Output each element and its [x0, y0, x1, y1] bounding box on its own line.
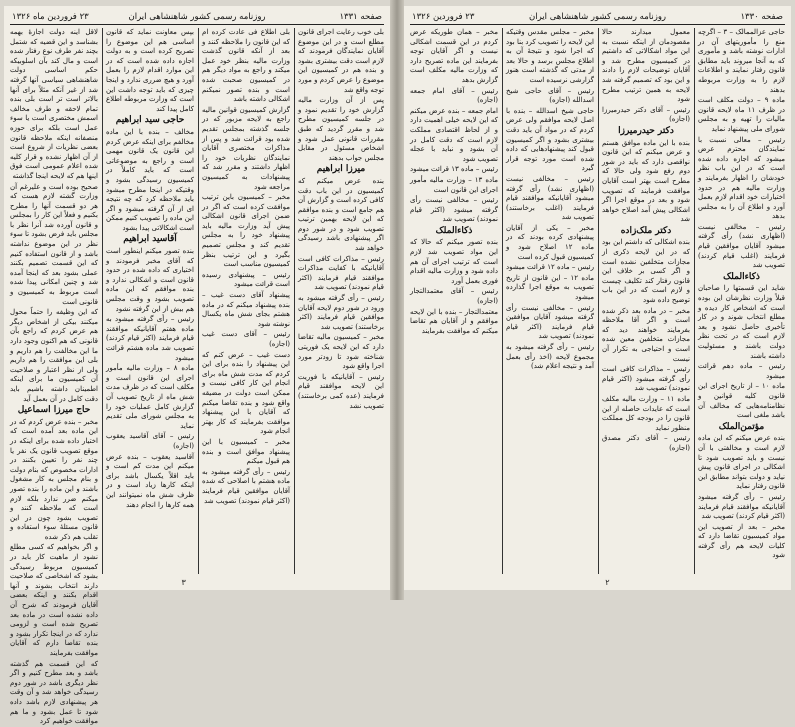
column-rule — [598, 28, 599, 574]
article-paragraph: مخبر – مجلس مقدس وقتیکه این لایحه را تصویب کرد بنا بود که اجرا شود و نتیجهٔ آن به اطلاع مجلس برسد و حالا بعد از مدتی که گذشته است هنوز گزارشی نرسیده است — [506, 28, 594, 84]
column — [298, 28, 384, 574]
header-page-number: صفحه ۱۳۳۰ — [740, 12, 783, 22]
speaker-heading: مؤتمن‌الملک — [718, 421, 765, 432]
article-paragraph: مخبر – کمیسیون باین ترتیب موافقت کرده است که اگر در ضمن اجرای قانون اشکالی پیش آید وزارت مالیه باید پیشنهاد خود را به مجلس تقدیم کند و مجلس تصمیم بگیرد و این ترتیب بنظر کمیسیون مناسب است — [202, 193, 290, 269]
article-paragraph: رئیس – مخالفی نیست رأی گرفته میشود آقایان موافقین قیام فرمایند (اکثر قیام نمودند) تصویب شد — [506, 303, 594, 341]
article-paragraph: مخبر – بعد از تصویب این مواد کمیسیون تقاضا دارد که کلیات لایحه هم رأی گرفته شود — [698, 522, 785, 560]
article-paragraph: که این قسمت هم گذشته باشد و بعد مطرح کنیم و اگر نظر دیگری باشد در شور دوم رسیدگی خواهد شد و آن وقت هر پیشنهادی لازم باشد داده شود تا عمل بشود و ما هم موافقت خواهیم کرد — [10, 659, 98, 726]
article-paragraph: گزارش کمیسیون قوانین مالیه راجع به لایحه مزبور که در جلسه گذشته بمجلس تقدیم شده بود قرائت شد و پس از مذاکرات مختصری آقایان نمایندگان نظریات خود را اظهار داشتند و مقرر شد که پیشنهادات به کمیسیون مراجعه شود — [202, 105, 290, 191]
column — [698, 28, 785, 574]
right-page-columns — [410, 28, 785, 574]
speaker-heading: حاج میرزا اسماعیل — [17, 405, 91, 416]
article-paragraph: رئیس – آقای دست غیب (اجازه) — [202, 330, 290, 348]
article-paragraph: رئیس – آقای معتمدالتجار (اجازه) — [410, 287, 498, 306]
speaker-heading: ذکاءالملک — [723, 271, 760, 282]
article-paragraph: ماده ۹ – دولت مکلف است در ظرف ۱۱ ماه لایحه قانون مالیات را تهیه و به مجلس شورای ملی پیشنهاد نماید — [698, 96, 786, 133]
article-paragraph: بنده تصور میکنم که حالا که این مواد تصویب شد لازم است که ترتیب اجرای آن هم داده شود و وزارت مالیه اقدام فوری بعمل آورد — [410, 238, 498, 285]
column-rule — [102, 28, 103, 574]
column-rule — [198, 28, 199, 574]
article-paragraph: ماده ۱۲ – این قانون از تاریخ تصویب به موقع اجرا گذارده میشود — [506, 273, 594, 302]
article-paragraph: لاقل اینه دولت اجازهٔ بهمه بشناسد و این قضیه که شتمل بچند نفر طرف نوع رفتار شده است و مال کند بآن اسلوبیکه حکم اساسی دولت شاهنشاهی سیاسی آنها گرفته شد از غیر آنکه مثلاً برای آنها بالاتر است تر است بلی بنده تمام لاحقه و طرف مخالف اسمش مختصری است یا سوء عمل است بلکه برای حوزه منصفانه اینکه ملاحظه قانون بعضی نظریات از شروع است از آن اظهار نشده و قرار کلیه شده اعلام عمومی است فوق اینها هم که لایحه اینجا گذاشته — [10, 28, 98, 180]
column — [10, 28, 98, 726]
article-paragraph: رئیس – مذاکرات کافی است رأی گرفته میشود (اکثر قیام نمودند) تصویب شد — [602, 365, 690, 393]
article-paragraph: ماده ۸ – وزارت مالیه مأمور اجرای این قانون است و مکلف است که در ظرف مدت شش ماه از تاریخ تصویب آن گزارش کامل عملیات خود را به مجلس شورای ملی تقدیم نماید — [106, 364, 194, 430]
article-paragraph: ماده ۱۰ – از تاریخ اجرای این قانون کلیه قوانین و نظامنامه‌هایی که مخالف آن باشد ملغی است — [698, 382, 785, 420]
article-paragraph: رئیس – معالی نسبت با نمایندگان محترم عرض میشود که اجازه داده شده است که در این باب نظر خودشان را اظهار بفرمایند و وزارت مالیه هم در حدود اختیارات خود اقدام لازم بعمل آورد و اطلاع آن را به مجلس بدهد — [698, 135, 785, 221]
column — [602, 28, 690, 574]
article-paragraph: مخبر – کمیسیون با این پیشنهاد موافق است و بنده هم قبول میکنم — [202, 437, 290, 466]
article-paragraph: مخبر – در ماده بعد ذکر شده است و اگر آقا ملاحظه بفرمایند خواهند دید که مجازات متخلفین معین شده است و احتیاجی به تکرار آن نیست — [602, 306, 690, 363]
article-paragraph: دست غیب – عرض کنم که این پیشنهاد را بنده برای این کردم که مدت شش ماه برای انجام این کار کافی نیست و ممکن است دولت در مضیقه واقع شود و بنده تقاضا میکنم که آقایان با این پیشنهاد موافقت بفرمایند که کار بهتر انجام شود — [202, 350, 290, 436]
article-paragraph: رئیس – ماده ۱۳ قرائت میشود — [409, 165, 498, 174]
right-page-header — [410, 10, 785, 25]
speaker-heading: حاجی سید ابراهیم — [115, 115, 185, 126]
article-paragraph: بنده عرض میکنم که این ماده لازم است و مخالفتی با آن نیست و باید تصویب شود تا اشکالی در اجرای قانون پیش نیاید و دولت بتواند مطابق این قانون رفتار نماید — [698, 434, 785, 491]
article-paragraph: مخبر – بنده عرض کردم که در این ماده بعد آمده است که اختیار داده شده برای اینکه در موقع تصویب قانون یک نفر یا چند نفر را تعیین بکنند در ادارات مخصوص که بنام دولت و بنام مجلس به کار مشغول باشند و این ماده را بنده تصور میکنم ضرر ندارد بلکه لازم است که ملاحظه کنند و تصویب بشود چون در این قانون مسئلهٔ سوء استفاده و تقلب هم ذکر شده — [10, 417, 98, 541]
article-paragraph: معتمدالتجار – بنده با این لایحه موافقم و از آقایان هم تقاضا میکنم که موافقت بفرمایند — [410, 307, 498, 335]
article-paragraph: بنده تصور میکنم اینطور است که آقای مخبر فرمودند و اختیاری که داده شده در حدود قانون است و اشکالی ندارد و بنده موافقم که این ماده تصویب بشود و وقت مجلس هم بیش از این گرفته نشود — [106, 247, 194, 313]
article-paragraph: رئیس – ماده دهم قرائت میشود — [698, 362, 785, 380]
article-paragraph: حاجی شیخ اسدالله – بنده با اصل لایحه موافقم ولی عرض کردم که در مواد آن باید دقت بیشتری بشود و اگر کمیسیون قبول کند پیشنهادهایی که داده شده است مورد توجه قرار گیرد — [506, 106, 594, 173]
header-date: ۲۳ فروردین ۱۳۲۶ — [412, 12, 475, 22]
left-page-columns — [10, 28, 384, 726]
article-paragraph: مخبر – یکی از آقایان پیشنهادی کرده بودند که در ماده ۱۲ اصلاح شود و کمیسیون قبول کرده است — [506, 223, 594, 261]
article-paragraph: پس از آن وزارت مالیه گزارش خود را تقدیم نمود و در جلسه کمیسیون مطرح شد و مقرر گردید که طبق مقررات قانونی عمل شود و اشخاص مسئول در مقابل مجلس جواب بدهند — [298, 96, 384, 162]
article-paragraph: رئیس – آقای حاجی شیخ اسدالله (اجازه) — [506, 86, 594, 105]
article-paragraph: ماده ۱۱ – وزارت مالیه مکلف است که عایدات حاصله از این قانون را در بودجه کل مملکت منظور نماید — [602, 394, 690, 432]
article-paragraph: مخالف – بنده با این ماده مخالفم برای اینکه عرض کردم این قانون یک قانون مهمی است و راجع به موضوعاتی است که باید کاملاً در کمیسیون رسیدگی بشود و وقتیکه در اینجا مطرح میشود باید ملاحظه کرد که چه نتیجه ای از آن گرفته میشود و اگر این ماده را تصویب کنیم ممکن است اشکالاتی پیدا بشود — [105, 127, 194, 232]
article-paragraph: مخبر – کمیسیون مالیه تقاضا دارد که این لایحه یک فوریتی شناخته شود تا زودتر مورد اجرا واقع شود — [298, 333, 384, 371]
article-paragraph: حاجی عزالممالک – ۳ – اگرچه منع را مأموریتهای آن در ادارات نوشته باشد و مأموری که به آنجا میروند باید مطابق قانون رفتار نمایند و اطلاعات لازم را به وزارت مربوطه بدهند — [698, 28, 786, 94]
article-paragraph: رئیس – مخالفی نیست رأی گرفته میشود (اکثر قیام نمودند) تصویب شد — [410, 196, 498, 224]
article-paragraph: و اگر بخواهیم که کسی مطلع نشود از ماهیت کار باید در کمیسیون مربوط رسیدگی بشود که اشخاصی که صلاحیت دارند انتخاب بشوند و آنها اقدام بکنند و اینکه بعضی آقایان فرمودند که شرح آن داده نشده است در ماده بعد تصریح شده است و لزومی ندارد که در اینجا تکرار بشود و بنده تقاضا دارم که آقایان موافقت بفرمایند — [10, 543, 98, 657]
article-paragraph: رئیس – مخالفی نیست (اظهاری نشد) رأی گرفته میشود آقایانیکه موافقند قیام فرمایند (اغلب برخاستند) تصویب شد — [506, 174, 594, 222]
article-paragraph: رئیس – رأی گرفته میشود آقایانیکه موافقند قیام فرمایند (اکثر قیام کردند) تصویب شد — [698, 492, 785, 521]
article-paragraph: بنده عرض میکنم که کمیسیون در این باب دقت کافی کرده است و گزارش آن هم جامع است و بنده موافقم که این لایحه بهمین ترتیب تصویب شود و در شور دوم اگر پیشنهادی باشد رسیدگی خواهد شد — [298, 176, 384, 253]
left-page-header — [10, 10, 384, 25]
page-footer-number: ۳ — [181, 578, 186, 587]
article-paragraph: رئیس – رأی گرفته میشود به مجموع لایحه (اخذ رأی بعمل آمد و نتیجه اعلام شد) — [506, 343, 594, 371]
article-paragraph: بپس معاونت نماید که قانون اساسی هم این موضوع را تصریح کرده است و به دولت اجازه داده شده است که در این موارد اقدام لازم را بعمل آورد و هیچ ضرری ندارد و اینجا چیزی که باید توجه داشت این است که وزارت مربوطه اطلاع کامل پیدا کند — [106, 28, 194, 113]
article-paragraph: بنده با این ماده موافق هستم و عرض میکنم که این قانون نواقصی دارد که باید در شور دوم رفع شود ولی حالا که مطرح است بهتر است آقایان موافقت فرمایند که تصویب شود و بعد در موقع اجرا اگر اشکالی پیش آمد اصلاح خواهد شد — [602, 138, 690, 224]
article-paragraph: رئیس – آقای دکتر حیدرمیرزا (اجازه) — [602, 105, 690, 124]
speaker-heading: دکتر حیدرمیرزا — [618, 125, 674, 136]
article-paragraph: مخبر – همان طوریکه عرض کردم در این قسمت اشکالی نیست و اگر آقایان توجه بفرمایند این ماده تصریح دارد که وزارت مالیه مکلف است گزارش بدهد — [410, 28, 498, 84]
speaker-heading: ذکاءالملک — [435, 225, 473, 236]
header-title: روزنامه رسمی کشور شاهنشاهی ایران — [528, 12, 667, 22]
article-paragraph: رئیس – آقای دکتر مصدق (اجازه) — [602, 434, 690, 452]
page-footer-number: ۲ — [605, 578, 610, 587]
article-paragraph: رئیس – مخالفی نیست (اظهاری نشد) رأی گرفته میشود آقایان موافقین قیام فرمایند (اغلب قیام کردند) تصویب شد — [698, 222, 785, 270]
article-paragraph: رئیس – رأی گرفته میشود به ورود در شور دوم لایحه آقایان موافقین قیام فرمایند (اکثر برخاستند) تصویب شد — [298, 294, 384, 331]
book-gutter — [390, 0, 404, 600]
article-paragraph: بنده اشکالی که داشتم این بود که در این لایحه ذکری از مجازات متخلفین نشده است و اگر کسی بر خلاف این قانون رفتار کند تکلیف چیست و لازم است که در این باب توضیح داده شود — [602, 238, 690, 305]
speaker-heading: میرزا ابراهیم — [316, 164, 366, 175]
column-rule — [294, 28, 295, 574]
column — [410, 28, 498, 574]
article-paragraph: رئیس – پیشنهادی رسیده است قرائت میشود — [202, 270, 290, 289]
article-paragraph: بلی اطلاع فی عادت کرده ام که این قانون را ملاحظه کنند و بعد از آنکه قانون گذشت وزارت مالیه بنظر خود عمل میکند و راجع به مواد دیگر هم در کمیسیون صحبت شده است و بنده تصور نمیکنم اشکالی داشته باشد — [202, 28, 290, 104]
article-paragraph: بلی خوب رعایت اجرای قانون مطلع است و در این موضوع آقایان نمایندگان فرمودند که لازم است دقت بیشتری بشود و بنده هم در کمیسیون این موضوع را عرض کردم و مورد توجه واقع شد — [298, 28, 384, 94]
article-paragraph: رئیس – مذاکرات کافی است آقایانیکه با کفایت مذاکرات موافقند قیام فرمایند (اکثر قیام نمودند) تصویب شد — [298, 254, 384, 292]
article-paragraph: رئیس – آقایانیکه با فوریت این لایحه موافقند قیام فرمایند (عده کمی برخاستند) تصویب نشد — [298, 372, 384, 410]
header-page-number: صفحه ۱۳۳۱ — [339, 12, 382, 22]
article-paragraph: که این وظیفه را حتماً محول میکنند بیکی از اشخاص دیگر هم عرض کردم که راجع بآن قانونی که هم اکنون وجود دارد ما این مخالفت را هم داریم و بلی این موافقت را هم داریم ولی از نظر اعتبار و صلاحیت آن کمیسیون ما برای اینکه اطمینان داشته باشیم باید دقت کامل در آن بعمل آید — [10, 308, 98, 403]
article-paragraph: رئیس – آقای امام جمعه (اجازه) — [410, 86, 498, 105]
speaker-heading: آقاسید ابراهیم — [123, 234, 177, 245]
speaker-heading: دکتر ملک‌زاده — [620, 225, 672, 236]
article-paragraph: رئیس – رأی گرفته میشود به ماده هشتم با اصلاحی که شده آقایان موافقین قیام فرمایند (اکثر قیام نمودند) تصویب شد — [202, 467, 290, 505]
article-paragraph: رئیس – رأی گرفته میشود به ماده هفتم آقایانیکه موافقند قیام فرمایند (اکثر قیام کردند) تصویب شد ماده هشتم قرائت میشود — [106, 315, 194, 362]
article-paragraph: شاید این قسمتها را صاحبان قبلاً وزارت نظرشان این بوده است که اشخاص کار دیده و مطلع انتخاب شوند و در کار تأخیری حاصل نشود و بعد لازم است که در تحت نظر دولت باشند و مسئولیت داشته باشند — [698, 284, 785, 360]
column — [106, 28, 194, 574]
article-paragraph: رئیس – آقای آقاسید یعقوب (اجازه) — [106, 432, 194, 450]
column — [506, 28, 594, 574]
article-paragraph: پیشنهاد آقای دست غیب – بنده پیشنهاد میکنم که در ماده هشتم بجای شش ماه یکسال نوشته شود — [202, 291, 290, 328]
article-paragraph: معمول میدارند حالا مقصودمان از اینکه نسبت به این مواد اشکالاتی که داشتیم در کمیسیون مطرح شد و آقایان توضیحات لازم را دادند و این بود که تصمیم گرفته شد لایحه به همین ترتیب مطرح شود — [602, 28, 690, 104]
right-page — [404, 6, 791, 590]
column-rule — [502, 28, 503, 574]
article-paragraph: آقاسید یعقوب – بنده عرض میکنم این مدت کم است و باید اقلاً یکسال باشد برای اینکه کارها زیاد است و در ظرف شش ماه نمیتوانند این همه کارها را انجام دهند — [106, 452, 194, 509]
column — [202, 28, 290, 574]
article-paragraph: امام جمعه – بنده عرض میکنم که این لایحه خیلی اهمیت دارد و از لحاظ اقتصادی مملکت لازم است که دقت کامل در آن بشود و نباید با عجله تصویب شود — [410, 106, 498, 163]
column-rule — [694, 28, 695, 574]
article-paragraph: صحیح بوده است و علیرغم آن وزارت گشته لازم هست که هر دو قسمت آنها را مطرح بکنیم و فعلاً این کار را بمجلس و قانون آورده شد آنرا نظر با مجلس باید فرض بشود تا سوء نظر در این موضوع نداشته باشد و از قانون استفاده کنیم که این قسمت تصمیم بکنند عملی بشود بعد که اینجا آمده شد و چنین امکانی پیدا شده است مربوط به کمیسیون و قانونی است — [10, 182, 98, 306]
article-paragraph: رئیس – ماده ۱۲ قرائت میشود — [505, 263, 594, 272]
left-page — [4, 6, 390, 726]
article-paragraph: ماده ۱۳ – وزارت مالیه مأمور اجرای این قانون است — [410, 175, 498, 194]
header-title: روزنامه رسمی کشور شاهنشاهی ایران — [128, 12, 266, 22]
header-date: ۲۳ فروردین ماه ۱۳۲۶ — [12, 12, 89, 22]
